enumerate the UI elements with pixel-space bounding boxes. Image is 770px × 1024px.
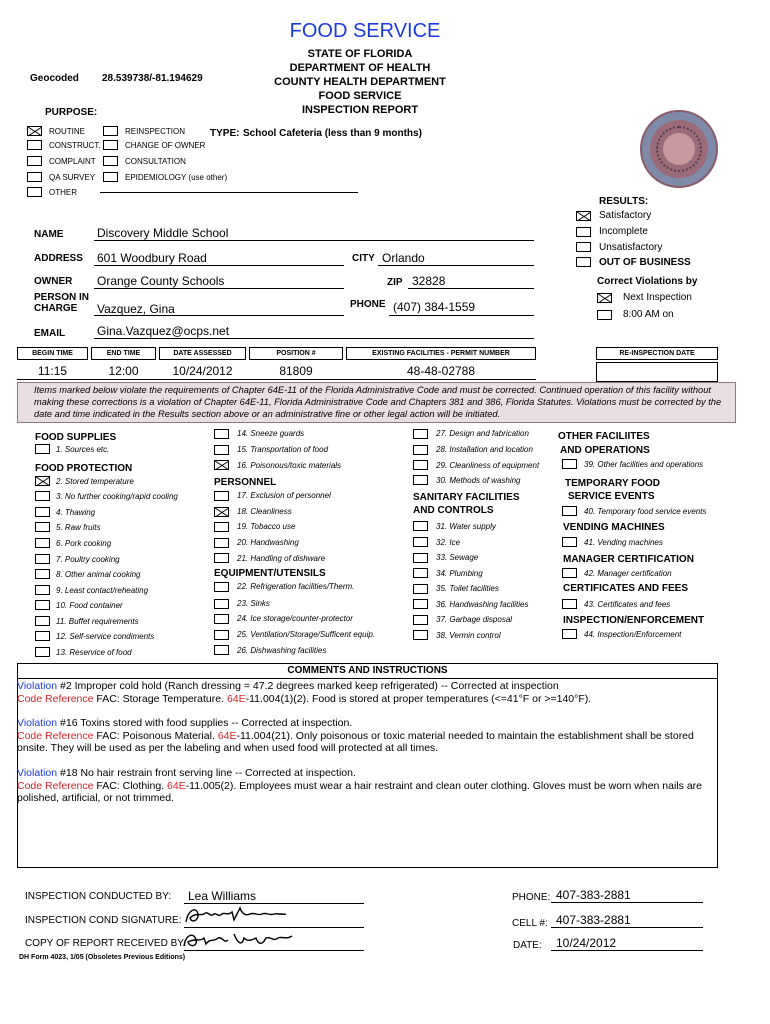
agency-line: STATE OF FLORIDA: [307, 48, 413, 60]
item-checkbox[interactable]: [562, 629, 577, 639]
agency-line: INSPECTION REPORT: [301, 104, 419, 116]
address-label: ADDRESS: [34, 253, 83, 264]
complaint-checkbox[interactable]: [27, 156, 42, 166]
checklist-item: 7. Poultry cooking: [56, 555, 120, 564]
pic-label: [34, 292, 89, 314]
time-label: 8:00 AM on: [623, 309, 674, 320]
checklist-item: 11. Buffet requirements: [56, 617, 139, 626]
phone-label: PHONE: [350, 299, 386, 310]
item-checkbox[interactable]: [35, 507, 50, 517]
cell-line: [551, 927, 703, 928]
checklist-item: 29. Cleanliness of equipment: [436, 461, 540, 470]
item-checkbox[interactable]: [35, 616, 50, 626]
code-ref-code: 64E: [217, 729, 237, 742]
manager-heading: MANAGER CERTIFICATION: [563, 554, 694, 565]
checklist-item: 37. Garbage disposal: [436, 615, 513, 624]
comments-body: [17, 680, 717, 805]
permit-header: EXISTING FACILITIES - PERMIT NUMBER: [346, 347, 536, 360]
zip-value: 32828: [412, 274, 446, 288]
checklist-item: 20. Handwashing: [237, 538, 299, 547]
satisfactory-checkbox[interactable]: [576, 211, 591, 221]
other-facilities-heading: [558, 430, 650, 458]
city-label: CITY: [352, 253, 375, 264]
item-checkbox[interactable]: [562, 506, 577, 516]
next-inspection-label: Next Inspection: [623, 292, 692, 303]
code-ref-text: FAC: Poisonous Material.: [93, 729, 218, 742]
epidemiology-checkbox[interactable]: [103, 172, 118, 182]
checklist-item: 44. Inspection/Enforcement: [584, 630, 682, 639]
unsatisfactory-label: Unsatisfactory: [599, 242, 663, 253]
checklist-item: 39. Other facilities and operations: [584, 460, 704, 469]
time-checkbox[interactable]: [597, 310, 612, 320]
results-title: RESULTS:: [599, 196, 649, 207]
construct-checkbox[interactable]: [27, 140, 42, 150]
consultation-checkbox[interactable]: [103, 156, 118, 166]
item-checkbox[interactable]: [214, 507, 229, 517]
code-ref-text: -11.004(1)(2). Food is stored at proper temperatures (<=41°F or >=140°F).: [245, 692, 592, 705]
unsatisfactory-checkbox[interactable]: [576, 242, 591, 252]
recipient-signature: [178, 928, 298, 952]
purpose-label: PURPOSE:: [45, 107, 98, 118]
date-assessed-header: DATE ASSESSED: [159, 347, 246, 360]
code-ref-code: 64E: [226, 692, 246, 705]
other-line: [100, 192, 358, 193]
pic-label-line: PERSON IN: [34, 292, 90, 303]
temporary-heading-line: TEMPORARY FOOD: [565, 478, 661, 489]
item-checkbox[interactable]: [562, 568, 577, 578]
signature-stroke: [184, 934, 292, 946]
out-of-business-checkbox[interactable]: [576, 257, 591, 267]
geocoded-value: 28.539738/-81.194629: [102, 73, 203, 84]
incomplete-checkbox[interactable]: [576, 227, 591, 237]
checklist-item: 42. Manager certification: [584, 569, 672, 578]
code-ref-text: FAC: Clothing.: [93, 779, 167, 792]
next-inspection-checkbox[interactable]: [597, 293, 612, 303]
temporary-heading: [565, 477, 660, 503]
code-ref-text: FAC: Storage Temperature.: [93, 692, 227, 705]
equipment-heading: EQUIPMENT/UTENSILS: [214, 568, 326, 579]
inspector-signature: [182, 902, 292, 930]
checklist-item: 18. Cleanliness: [237, 507, 292, 516]
purpose-label: OTHER: [49, 188, 77, 197]
checklist-item: 8. Other animal cooking: [56, 570, 141, 579]
checklist-item: 40. Temporary food service events: [584, 507, 707, 516]
begin-time-value: 11:15: [37, 364, 68, 378]
violation-text: #18 No hair restrain front serving line -- Corrected at inspection.: [57, 766, 356, 779]
checklist-item: 26. Dishwashing facilities: [237, 646, 327, 655]
owner-value: Orange County Schools: [97, 274, 225, 288]
phone-value: 407-383-2881: [556, 888, 631, 902]
item-checkbox[interactable]: [214, 582, 229, 592]
enforcement-heading: INSPECTION/ENFORCEMENT: [563, 615, 705, 626]
item-checkbox[interactable]: [35, 476, 50, 486]
item-checkbox[interactable]: [413, 475, 428, 485]
form-id: DH Form 4023, 1/05 (Obsoletes Previous Editions): [19, 954, 186, 961]
code-reference-entry: [17, 780, 717, 805]
item-checkbox[interactable]: [35, 554, 50, 564]
qa-survey-checkbox[interactable]: [27, 172, 42, 182]
conducted-label: INSPECTION CONDUCTED BY:: [25, 891, 172, 902]
checklist-item: 15. Transportation of food: [237, 445, 329, 454]
phone-label: PHONE:: [512, 892, 551, 903]
checklist-item: 14. Sneeze guards: [237, 429, 305, 438]
name-value: Discovery Middle School: [97, 226, 229, 240]
city-line: [378, 265, 534, 266]
code-ref-text: -11.004(21). Only poisonous or toxic material needed to maintain the establishment shall be stored onsite. They will be used as per the labeling and when used food will protected at all times.: [17, 729, 694, 755]
item-checkbox[interactable]: [214, 599, 229, 609]
purpose-label: ROUTINE: [49, 127, 85, 136]
violation-word: Violation: [17, 766, 58, 779]
purpose-label: REINSPECTION: [125, 127, 186, 136]
email-value: Gina.Vazquez@ocps.net: [97, 324, 230, 338]
permit-value: 48-48-02788: [406, 364, 476, 378]
checklist-item: 5. Raw fruits: [56, 523, 101, 532]
item-checkbox[interactable]: [413, 568, 428, 578]
violation-entry: [17, 680, 717, 693]
reinspection-date-header: RE-INSPECTION DATE: [596, 347, 718, 360]
item-checkbox[interactable]: [413, 630, 428, 640]
satisfactory-label: Satisfactory: [599, 210, 652, 221]
checklist-item: 1. Sources etc.: [56, 445, 110, 454]
item-checkbox[interactable]: [35, 444, 50, 454]
item-checkbox[interactable]: [214, 491, 229, 501]
violation-word: Violation: [17, 717, 58, 730]
item-checkbox[interactable]: [214, 645, 229, 655]
food-protection-heading: FOOD PROTECTION: [35, 463, 133, 474]
received-label: COPY OF REPORT RECEIVED BY:: [25, 938, 187, 949]
checklist-item: 34. Plumbing: [436, 569, 483, 578]
cell-value: 407-383-2881: [556, 913, 631, 927]
sanitary-heading: [413, 491, 520, 517]
phone-line: [389, 315, 534, 316]
other-checkbox[interactable]: [27, 187, 42, 197]
received-line: [184, 950, 364, 951]
name-line: [94, 240, 534, 241]
checklist-item: 36. Handwashing facilities: [436, 600, 529, 609]
item-checkbox[interactable]: [35, 600, 50, 610]
cell-label: CELL #:: [512, 918, 548, 929]
code-ref-word: Code Reference: [17, 779, 94, 792]
checklist-item: 17. Exclusion of personnel: [237, 491, 331, 500]
item-checkbox[interactable]: [413, 615, 428, 625]
city-value: Orlando: [382, 251, 425, 265]
date-value: 10/24/2012: [556, 936, 617, 950]
pic-line: [94, 315, 344, 316]
purpose-label: QA SURVEY: [49, 173, 96, 182]
out-of-business-label: OUT OF BUSINESS: [599, 257, 691, 268]
personnel-heading: PERSONNEL: [214, 477, 277, 488]
violation-entry: [17, 717, 717, 730]
item-checkbox[interactable]: [413, 445, 428, 455]
item-checkbox[interactable]: [214, 630, 229, 640]
purpose-label: CONSTRUCT.: [49, 141, 101, 150]
item-checkbox[interactable]: [562, 459, 577, 469]
code-reference-entry: [17, 730, 717, 755]
food-supplies-heading: FOOD SUPPLIES: [35, 432, 117, 443]
checklist-item: 41. Vending machines: [584, 538, 663, 547]
checklist-item: 25. Ventilation/Storage/Sufficent equip.: [237, 630, 376, 639]
purpose-label: EPIDEMIOLOGY (use other): [125, 173, 228, 182]
email-label: EMAIL: [34, 328, 66, 339]
checklist-item: 28. Installation and location: [436, 445, 533, 454]
sanitary-heading-line: AND CONTROLS: [413, 505, 494, 516]
vending-heading: VENDING MACHINES: [563, 522, 665, 533]
temporary-heading-line: SERVICE EVENTS: [568, 491, 655, 502]
phone-line: [551, 902, 703, 903]
checklist-item: 16. Poisonous/toxic materials: [237, 461, 342, 470]
checklist-item: 6. Pork cooking: [56, 539, 112, 548]
item-checkbox[interactable]: [35, 491, 50, 501]
address-value: 601 Woodbury Road: [97, 251, 207, 265]
item-checkbox[interactable]: [413, 460, 428, 470]
checklist-item: 43. Certificates and fees: [584, 600, 671, 609]
checklist-item: 13. Reservice of food: [56, 648, 132, 657]
checklist-item: 32. Ice: [436, 538, 461, 547]
item-checkbox[interactable]: [413, 429, 428, 439]
item-checkbox[interactable]: [35, 585, 50, 595]
item-checkbox[interactable]: [413, 599, 428, 609]
end-time-value: 12:00: [108, 364, 139, 378]
correct-by-label: Correct Violations by: [597, 276, 698, 287]
violation-text: #16 Toxins stored with food supplies -- Corrected at inspection.: [57, 717, 353, 730]
item-checkbox[interactable]: [35, 647, 50, 657]
checklist-item: 9. Least contact/reheating: [56, 586, 149, 595]
code-ref-word: Code Reference: [17, 692, 94, 705]
form-title: FOOD SERVICE: [289, 20, 441, 42]
position-header: POSITION #: [249, 347, 343, 360]
item-checkbox[interactable]: [214, 522, 229, 532]
certificates-heading: CERTIFICATES AND FEES: [563, 583, 689, 594]
checklist-item: 31. Water supply: [436, 522, 496, 531]
pic-value: Vazquez, Gina: [97, 302, 175, 316]
routine-checkbox[interactable]: [27, 126, 42, 136]
checklist-item: 19. Tobacco use: [237, 522, 296, 531]
end-time-header: END TIME: [91, 347, 156, 360]
checklist-item: 10. Food container: [56, 601, 123, 610]
item-checkbox[interactable]: [214, 460, 229, 470]
comments-title: COMMENTS AND INSTRUCTIONS: [17, 664, 718, 679]
pic-label-line: CHARGE: [34, 303, 78, 314]
checklist-item: 12. Self-service condiments: [56, 632, 155, 641]
checklist-item: 27. Design and fabrication: [436, 429, 529, 438]
item-checkbox[interactable]: [214, 429, 229, 439]
item-checkbox[interactable]: [413, 584, 428, 594]
date-label: DATE:: [513, 940, 542, 951]
begin-time-header: BEGIN TIME: [17, 347, 88, 360]
item-checkbox[interactable]: [35, 631, 50, 641]
checklist-item: 24. Ice storage/counter-protector: [237, 614, 353, 623]
zip-line: [408, 288, 534, 289]
checklist-item: 22. Refrigeration facilities/Therm.: [237, 582, 355, 591]
purpose-label: COMPLAINT: [49, 157, 96, 166]
violation-entry: [17, 767, 717, 780]
agency-block: [240, 47, 480, 117]
incomplete-label: Incomplete: [599, 226, 648, 237]
other-heading-line: OTHER FACILIITES: [558, 431, 650, 442]
code-reference-entry: [17, 693, 717, 706]
email-line: [94, 338, 534, 339]
owner-line: [94, 288, 344, 289]
item-checkbox[interactable]: [214, 445, 229, 455]
item-checkbox[interactable]: [413, 521, 428, 531]
violation-text: #2 Improper cold hold (Ranch dressing = 47.2 degrees marked keep refrigerated) -- Corrected at inspection: [57, 680, 559, 692]
checklist-item: 21. Handling of dishware: [237, 554, 326, 563]
checklist-item: 3. No further cooking/rapid cooling: [56, 492, 178, 501]
checklist-item: 38. Vermin control: [436, 631, 501, 640]
sanitary-heading-line: SANITARY FACILITIES: [413, 492, 520, 503]
phone-value: (407) 384-1559: [393, 300, 476, 314]
signature-label: INSPECTION COND SIGNATURE:: [25, 915, 182, 926]
item-checkbox[interactable]: [35, 538, 50, 548]
position-value: 81809: [279, 364, 313, 378]
times-underline: [17, 379, 536, 380]
item-checkbox[interactable]: [413, 537, 428, 547]
checklist-item: 4. Thawing: [56, 508, 96, 517]
checklist-item: 30. Methods of washing: [436, 476, 521, 485]
type-value: School Cafeteria (less than 9 months): [243, 128, 422, 139]
item-checkbox[interactable]: [562, 537, 577, 547]
purpose-label: CHANGE OF OWNER: [125, 141, 206, 150]
agency-line: COUNTY HEALTH DEPARTMENT: [274, 76, 446, 88]
change-owner-checkbox[interactable]: [103, 140, 118, 150]
checklist-item: 23. Sinks: [237, 599, 270, 608]
owner-label: OWNER: [34, 276, 73, 287]
item-checkbox[interactable]: [214, 614, 229, 624]
geocoded-label: Geocoded: [30, 73, 79, 84]
address-line: [94, 265, 344, 266]
signature-stroke: [186, 908, 286, 922]
item-checkbox[interactable]: [562, 599, 577, 609]
checklist-item: 2. Stored temperature: [56, 477, 134, 486]
name-label: NAME: [34, 229, 64, 240]
type-label: TYPE:: [210, 128, 240, 139]
item-checkbox[interactable]: [35, 522, 50, 532]
item-checkbox[interactable]: [413, 553, 428, 563]
reinspection-checkbox[interactable]: [103, 126, 118, 136]
violation-word: Violation: [17, 680, 58, 692]
item-checkbox[interactable]: [214, 553, 229, 563]
item-checkbox[interactable]: [35, 569, 50, 579]
other-heading-line: AND OPERATIONS: [560, 445, 650, 456]
code-ref-code: 64E: [167, 779, 186, 792]
conducted-value: Lea Williams: [188, 889, 257, 903]
checklist-item: 33. Sewage: [436, 553, 479, 562]
state-seal-icon: [640, 110, 718, 188]
code-ref-word: Code Reference: [17, 729, 94, 742]
checklist-item: 35. Toilet facilities: [436, 584, 499, 593]
date-assessed-value: 10/24/2012: [172, 364, 233, 378]
agency-line: DEPARTMENT OF HEALTH: [289, 62, 431, 74]
reinspection-date-box: [596, 362, 718, 382]
agency-line: FOOD SERVICE: [318, 90, 402, 102]
date-line: [551, 950, 703, 951]
zip-label: ZIP: [387, 277, 403, 288]
violation-notice: Items marked below violate the requirements of Chapter 64E-11 of the Florida Administrative Code and must be corrected. Continued operation of this facility without making these corrections is a violation of Chapter 64E-11, Florida Administrative Code and Chapters 381 and 386, Florida Statutes. Violations must be corrected by the date and time indicated in the Results section above or an administrative fine or other legal action will be initiated.: [17, 382, 736, 423]
item-checkbox[interactable]: [214, 538, 229, 548]
code-ref-text: -11.005(2). Employees must wear a hair restraint and clean outer clothing. Gloves must be worn when nails are polished, artificial, or not trimmed.: [17, 779, 702, 805]
purpose-label: CONSULTATION: [125, 157, 186, 166]
